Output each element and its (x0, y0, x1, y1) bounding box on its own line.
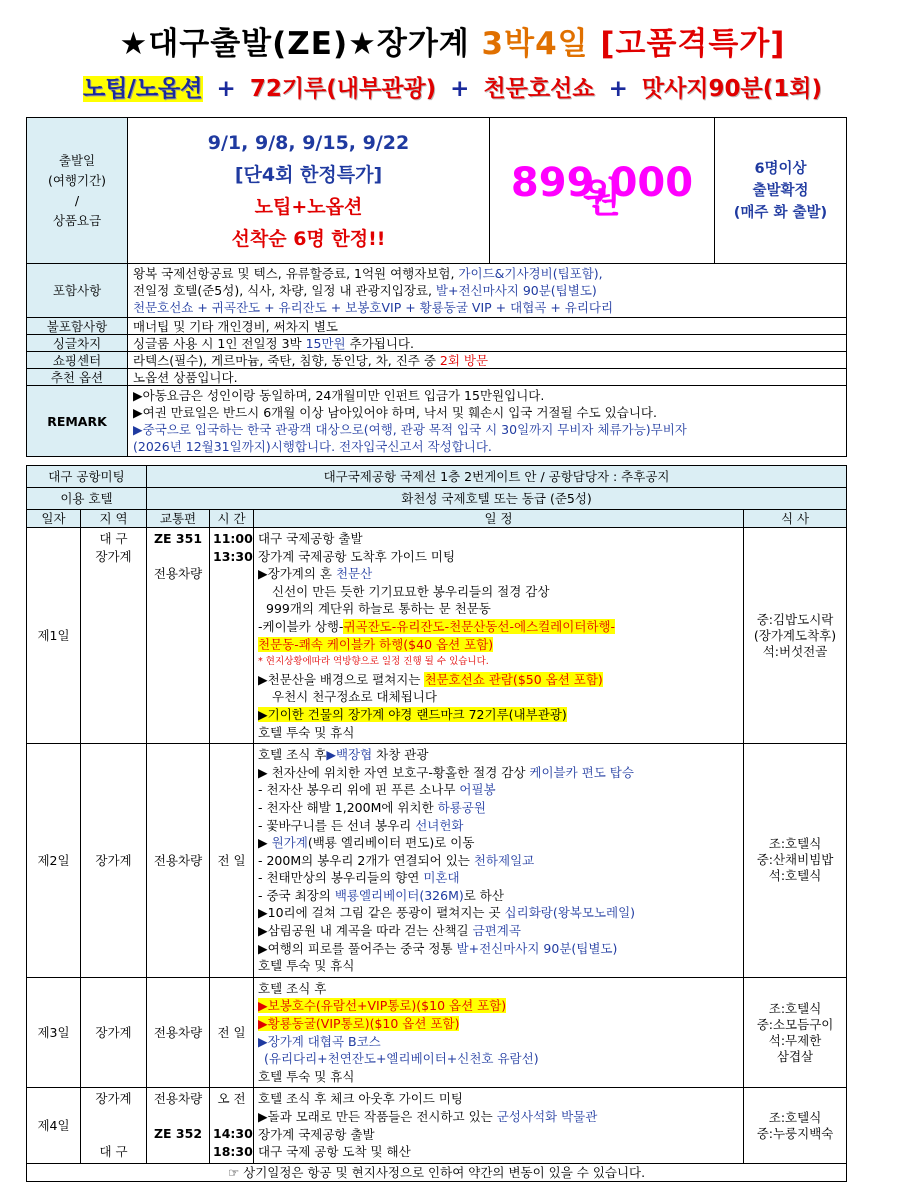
schedule-highlight: 천문동-쾌속 케이블카 하행($40 옵션 포함) (258, 636, 494, 652)
schedule-highlight: 선녀헌화 (415, 817, 464, 833)
include-content (128, 264, 847, 318)
first-come-limit: 선착순 6명 한정!! (231, 227, 386, 250)
meeting-row (27, 466, 847, 488)
single-row (27, 335, 847, 352)
schedule-highlight: 귀곡잔도-유리잔도-천문산동선-에스컬레이터하행- (343, 618, 616, 634)
remark-row (27, 386, 847, 457)
label-line: / (74, 192, 80, 208)
title-grade: [고품격특가] (600, 26, 786, 62)
day2-time: 전 일 (210, 744, 254, 978)
time-text: 13:30 (213, 548, 253, 564)
schedule-highlight: 천하제일교 (473, 852, 535, 868)
exclude-row (27, 318, 847, 335)
day1-meals (744, 528, 847, 744)
schedule-text: - 천태만상의 봉우리들의 향연 (258, 870, 424, 886)
schedule-line (258, 764, 739, 782)
meal-line: 석:무제한 (768, 1032, 822, 1048)
day1-transport (147, 528, 210, 744)
schedule-line: (유리다리+천연잔도+엘리베이터+신천호 유람선) (264, 1051, 539, 1067)
option-label: 추천 옵션 (27, 369, 128, 386)
schedule-highlight: 백룡엘리베이터(326M) (334, 887, 464, 903)
schedule-line (258, 565, 739, 583)
col-schedule: 일 정 (254, 510, 744, 528)
schedule-highlight: 하룡공원 (437, 799, 486, 815)
schedule-line: ▶장가계 대협곡 B코스 (258, 1033, 381, 1049)
schedule-highlight: ▶백장협 (326, 747, 373, 763)
schedule-line (258, 636, 739, 654)
schedule-text: 차창 관광 (372, 747, 429, 763)
schedule-highlight: 십리화랑(왕복모노레일) (504, 905, 636, 921)
schedule-line (258, 1108, 739, 1126)
meal-line: 삼겹살 (776, 1048, 814, 1064)
schedule-line (258, 922, 739, 940)
subtitle-show: 천문호선쇼 (483, 76, 595, 102)
dates-list: 9/1, 9/8, 9/15, 9/22 (207, 131, 410, 154)
departure-row (27, 118, 847, 264)
schedule-line: 호텔 투숙 및 휴식 (258, 1068, 355, 1084)
schedule-highlight: 원가계 (271, 835, 308, 851)
single-text: 추가됩니다. (345, 335, 414, 351)
schedule-text: 호텔 조식 후 (258, 747, 327, 763)
meal-line: 석:호텔식 (768, 868, 822, 884)
include-row (27, 264, 847, 318)
schedule-line (258, 1015, 739, 1033)
footer-note: ☞ 상기일정은 항공 및 현지사정으로 인하여 약간의 변동이 있을 수 있습니다. (27, 1163, 847, 1181)
schedule-line (258, 852, 739, 870)
schedule-text: -케이블카 상행- (258, 618, 344, 634)
departure-label (27, 118, 128, 264)
region-text: 장가계 (95, 548, 132, 564)
schedule-highlight: 천문산 (335, 566, 373, 582)
day4-schedule (254, 1088, 744, 1163)
schedule-line: 999개의 계단위 하늘로 통하는 문 천문동 (266, 601, 491, 617)
hotel-label: 이용 호텔 (27, 488, 147, 510)
schedule-line: 대구 국제 공항 도착 및 해산 (258, 1144, 411, 1160)
exclude-label: 불포함사항 (27, 318, 128, 335)
single-text: 싱글룸 사용 시 1인 전일정 3박 (133, 335, 306, 351)
page-title (0, 18, 905, 63)
remark-line: ▶중국으로 입국하는 한국 관광객 대상으로(여행, 관광 목적 입국 시 30일까지 무비자 체류가능)무비자 (133, 422, 687, 437)
schedule-line (258, 781, 739, 799)
subtitle-72-tower: 72기루(내부관광) (249, 76, 437, 102)
flight-number: ZE 351 (153, 531, 203, 546)
schedule-line (258, 940, 739, 958)
schedule-line (258, 799, 739, 817)
plus-sign: + (216, 76, 236, 102)
meal-line: 중:김밥도시락 (756, 611, 834, 627)
schedule-line (258, 869, 739, 887)
flight-number: ZE 352 (153, 1126, 203, 1141)
schedule-highlight: ▶황룡동굴(VIP통로)($10 옵션 포함) (258, 1016, 460, 1032)
day4-meals (744, 1088, 847, 1163)
option-row (27, 369, 847, 386)
departure-dates (128, 118, 490, 264)
meal-line: 석:버섯전골 (762, 643, 828, 659)
title-route: ★대구출발(ZE)★장가계 (119, 26, 482, 62)
meal-line: 조:호텔식 (768, 1109, 822, 1125)
include-label: 포함사항 (27, 264, 128, 318)
schedule-line (258, 671, 739, 689)
schedule-text: - 꽃바구니를 든 선녀 봉우리 (258, 817, 416, 833)
plus-sign: + (608, 76, 628, 102)
schedule-line: 장가계 국제공항 출발 (258, 1126, 375, 1142)
schedule-highlight: 금편계곡 (472, 923, 521, 939)
info-line: 6명이상 (754, 160, 807, 177)
day2-schedule (254, 744, 744, 978)
meal-line: 중:소모듬구이 (756, 1016, 834, 1032)
schedule-line: 장가계 국제공항 도착후 가이드 미팅 (258, 548, 456, 564)
label-line: (여행기간) (47, 172, 107, 188)
schedule-line (258, 904, 739, 922)
shopping-label: 쇼핑센터 (27, 352, 128, 369)
transport-text: 전용차량 (153, 1091, 203, 1107)
day3-transport: 전용차량 (147, 977, 210, 1088)
day3-row (27, 977, 847, 1088)
meal-line: (장가계도착후) (753, 627, 837, 643)
schedule-note: * 현지상황에따라 역방향으로 일정 진행 될 수 있습니다. (258, 656, 489, 668)
meal-line: 중:누룽지백숙 (756, 1125, 834, 1141)
departure-guarantee (715, 118, 847, 264)
schedule-text: ▶천문산을 배경으로 펼쳐지는 (258, 671, 425, 687)
page-subtitle (0, 70, 905, 103)
include-text: 왕복 국제선항공료 및 텍스, 유류할증료, 1억원 여행자보험, (133, 266, 459, 281)
schedule-line (258, 706, 739, 724)
region-text: 대 구 (99, 1144, 128, 1159)
col-time: 시 간 (210, 510, 254, 528)
transport-text: 전용차량 (153, 565, 203, 581)
single-content (128, 335, 847, 352)
day4-row (27, 1088, 847, 1163)
time-text: 14:30 (213, 1126, 253, 1141)
col-day: 일자 (27, 510, 81, 528)
time-text: 오 전 (217, 1091, 246, 1107)
notip-nooption: 노팁+노옵션 (254, 195, 363, 218)
schedule-highlight: 미혼대 (423, 870, 460, 886)
schedule-line: 신선이 만든 듯한 기기묘묘한 봉우리들의 절경 감상 (272, 583, 550, 599)
day2-row (27, 744, 847, 978)
day1-label: 제1일 (27, 528, 81, 744)
schedule-highlight: 어필봉 (459, 782, 496, 798)
schedule-text: - 중국 최장의 (258, 887, 335, 903)
exclude-content: 매너팁 및 기타 개인경비, 써차지 별도 (128, 318, 847, 335)
schedule-line (258, 746, 739, 764)
day1-row (27, 528, 847, 744)
schedule-text: ▶삼림공원 내 계곡을 따라 걷는 산책길 (258, 923, 473, 939)
limited-special: [단4회 한정특가] (234, 163, 383, 186)
meal-line: 조:호텔식 (768, 836, 822, 852)
label-line: 출발일 (58, 152, 96, 168)
remark-label: REMARK (27, 386, 128, 457)
single-label: 싱글차지 (27, 335, 128, 352)
day1-schedule (254, 528, 744, 744)
remark-line: (2026년 12월31일까지)시행합니다. 전자입국신고서 작성합니다. (133, 439, 492, 454)
day2-transport: 전용차량 (147, 744, 210, 978)
include-highlight: 발+전신마사지 90분(팁별도) (435, 283, 597, 298)
day2-meals (744, 744, 847, 978)
schedule-text: ▶ (258, 835, 272, 851)
day4-region (81, 1088, 147, 1163)
title-duration: 3박4일 (481, 26, 601, 62)
schedule-text: ▶돌과 모래로 만든 작품들은 전시하고 있는 (258, 1109, 497, 1124)
region-text: 장가계 (95, 1091, 132, 1107)
col-transport: 교통편 (147, 510, 210, 528)
hotel-value: 화천성 국제호텔 또는 동급 (준5성) (147, 488, 847, 510)
shopping-content (128, 352, 847, 369)
region-text: 대 구 (99, 531, 128, 546)
schedule-text: ▶ 천자산에 위치한 자연 보호구-황홀한 절경 감상 (258, 764, 530, 780)
column-header-row (27, 510, 847, 528)
summary-table (26, 117, 847, 457)
footer-row (27, 1163, 847, 1181)
schedule-text: ▶여행의 피로를 풀어주는 중국 정통 (258, 940, 457, 956)
day3-time: 전 일 (210, 977, 254, 1088)
schedule-text: - 천자산 해발 1,200M에 위치한 (258, 799, 438, 815)
remark-line: ▶아동요금은 성인이랑 동일하며, 24개월미만 인펀트 입금가 15만원입니다. (133, 388, 545, 403)
day1-time (210, 528, 254, 744)
schedule-line (258, 618, 739, 636)
shopping-text: 라텍스(필수), 게르마늄, 죽탄, 침향, 동인당, 차, 진주 중 (133, 352, 440, 368)
day4-transport (147, 1088, 210, 1163)
include-highlight: 가이드&기사경비(팁포함), (458, 266, 603, 281)
schedule-line: 대구 국제공항 출발 (258, 531, 363, 546)
schedule-line: 우천시 천구정쇼로 대체됩니다 (272, 689, 437, 705)
meal-line: 조:호텔식 (768, 1000, 822, 1016)
schedule-text: (백룡 엘리베이터 편도)로 이동 (307, 835, 475, 851)
col-region: 지 역 (81, 510, 147, 528)
meeting-value: 대구국제공항 국제선 1층 2번게이트 안 / 공항담당자 : 추후공지 (147, 466, 847, 488)
day2-region: 장가계 (81, 744, 147, 978)
hotel-row (27, 488, 847, 510)
shopping-row (27, 352, 847, 369)
label-line: 상품요금 (52, 212, 102, 228)
meal-line: 중:산채비빔밥 (756, 852, 834, 868)
day1-region (81, 528, 147, 744)
schedule-highlight: ▶기이한 건물의 장가계 야경 랜드마크 72기루(내부관광) (258, 706, 567, 722)
info-line: (매주 화 출발) (733, 204, 828, 221)
single-price: 15만원 (305, 335, 346, 351)
include-text: 전일정 호텔(준5성), 식사, 차량, 일정 내 관광지입장료, (133, 283, 436, 298)
day4-time (210, 1088, 254, 1163)
day3-schedule (254, 977, 744, 1088)
schedule-highlight: 발+전신마사지 90분(팁별도) (456, 940, 618, 956)
schedule-line (258, 817, 739, 835)
schedule-highlight: ▶보봉호수(유람선+VIP통로)($10 옵션 포함) (258, 998, 507, 1014)
day3-label: 제3일 (27, 977, 81, 1088)
time-text: 18:30 (213, 1143, 253, 1159)
schedule-line (258, 887, 739, 905)
schedule-text: ▶10리에 걸쳐 그림 같은 풍광이 펼쳐지는 곳 (258, 905, 505, 921)
schedule-highlight: 천문호선쇼 관람($50 옵션 포함) (424, 671, 603, 687)
schedule-text: ▶장가계의 혼 (258, 566, 336, 582)
shopping-visits: 2회 방문 (439, 352, 489, 368)
itinerary-table (26, 465, 847, 1182)
remark-content (128, 386, 847, 457)
day3-region: 장가계 (81, 977, 147, 1088)
schedule-text: - 천자산 봉우리 위에 핀 푸른 소나무 (258, 782, 460, 798)
info-line: 출발확정 (752, 182, 809, 199)
schedule-line: 호텔 조식 후 체크 아웃후 가이드 미팅 (258, 1091, 463, 1107)
day4-label: 제4일 (27, 1088, 81, 1163)
plus-sign: + (450, 76, 470, 102)
schedule-text: - 200M의 봉우리 2개가 연결되어 있는 (258, 852, 474, 868)
schedule-line (258, 834, 739, 852)
schedule-line: 호텔 투숙 및 휴식 (258, 724, 355, 740)
day2-label: 제2일 (27, 744, 81, 978)
option-content: 노옵션 상품입니다. (128, 369, 847, 386)
subtitle-notip: 노팁/노옵션 (83, 76, 203, 102)
schedule-text: 로 하산 (463, 887, 504, 903)
col-meals: 식 사 (744, 510, 847, 528)
subtitle-massage: 맛사지90분(1회) (641, 76, 822, 102)
day3-meals (744, 977, 847, 1088)
remark-line: ▶여권 만료일은 반드시 6개월 이상 남아있어야 하며, 낙서 및 훼손시 입국 거절될 수도 있습니다. (133, 405, 657, 420)
include-highlight: 천문호선쇼 + 귀곡잔도 + 유리잔도 + 보봉호VIP + 황룡동굴 VIP + 대협곡 + 유리다리 (133, 300, 614, 315)
price: 899,000원 (490, 118, 715, 264)
schedule-line (258, 997, 739, 1015)
schedule-highlight: 군성사석화 박물관 (496, 1109, 598, 1124)
schedule-highlight: 케이블카 편도 탑승 (529, 764, 634, 780)
schedule-line: 호텔 조식 후 (258, 980, 327, 996)
time-text: 11:00 (213, 531, 253, 546)
schedule-line: 호텔 투숙 및 휴식 (258, 958, 355, 974)
meeting-label: 대구 공항미팅 (27, 466, 147, 488)
